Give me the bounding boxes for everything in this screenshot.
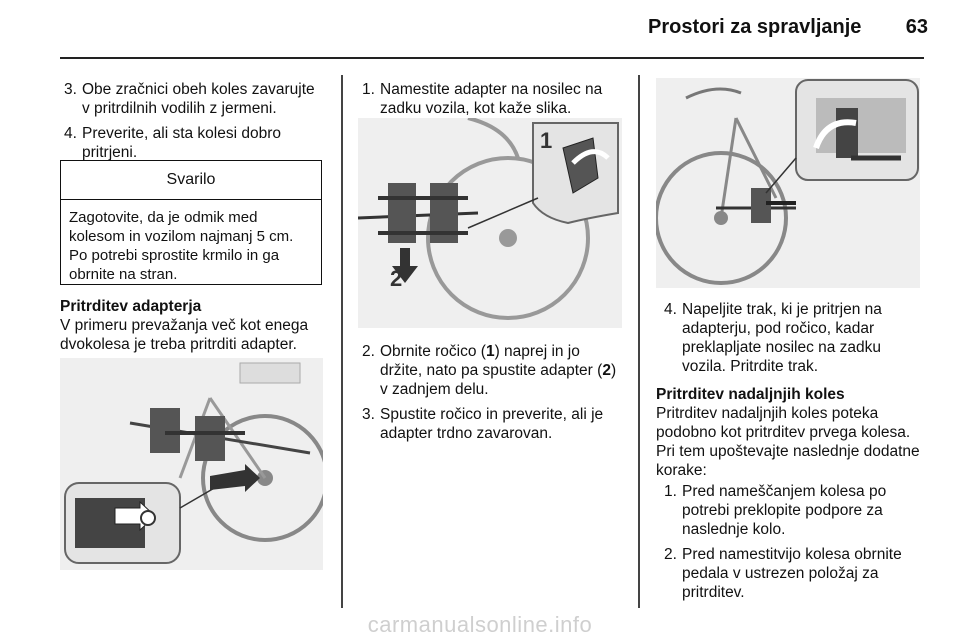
header-divider: [60, 57, 924, 59]
warning-box: [60, 160, 322, 285]
right-column-step4: [660, 300, 920, 376]
left-column-list: [60, 80, 326, 162]
page-title: Prostori za spravljanje: [648, 16, 862, 38]
adapter-mounting-illustration: [358, 118, 622, 328]
figure-callout-2: 2: [390, 266, 403, 291]
warning-title: Svarilo: [61, 161, 321, 200]
adapter-section: [60, 297, 330, 354]
middle-column-step1: [358, 80, 622, 118]
list-item: 2. Pred namestitvijo kolesa obrnite pedala v ustrezen položaj za pritrditev.: [664, 546, 902, 601]
page-number: 63: [905, 16, 928, 38]
section-heading: Pritrditev adapterja: [60, 298, 202, 315]
watermark: carmanualsonline.info: [367, 612, 593, 637]
list-item: 1. Pred nameščanjem kolesa po potrebi preklopite podpore za naslednje kolo.: [664, 483, 887, 538]
bike-strap-illustration: [656, 78, 920, 288]
list-item: 4. Napeljite trak, ki je pritrjen na adapterju, pod ročico, kadar preklapljate nosilec na zadku vozila. Pritrdite trak.: [664, 301, 882, 375]
list-item: 2. Obrnite ročico (1) naprej in jo držite, nato pa spustite adapter (2) v zadnjem delu.: [362, 343, 617, 398]
adapter-illustration: [60, 358, 323, 570]
list-item: 1. Namestite adapter na nosilec na zadku vozila, kot kaže slika.: [362, 81, 603, 117]
section-body: V primeru prevažanja več kot enega dvokolesa je treba pritrditi adapter.: [60, 317, 309, 353]
list-item: 3. Obe zračnici obeh koles zavarujte v pritrdilnih vodilih z jermeni.: [64, 81, 315, 117]
warning-body: Zagotovite, da je odmik med kolesom in vozilom najmanj 5 cm. Po potrebi sprostite krmilo in ga obrnite na stran.: [69, 209, 294, 283]
additional-bikes-steps: [660, 482, 922, 602]
figure-callout-1: 1: [540, 128, 553, 153]
column-divider-right: [638, 75, 640, 608]
column-divider-left: [341, 75, 343, 608]
list-item: 3. Spustite ročico in preverite, ali je adapter trdno zavarovan.: [362, 406, 604, 442]
list-item: 4. Preverite, ali sta kolesi dobro pritrjeni.: [64, 125, 282, 161]
additional-bikes-section: [656, 385, 924, 480]
section-heading: Pritrditev nadaljnjih koles: [656, 386, 845, 403]
middle-column-steps: [358, 342, 622, 443]
section-body: Pritrditev nadaljnjih koles poteka podobno kot pritrditev prvega kolesa. Pri tem upoštevajte naslednje dodatne korake:: [656, 405, 920, 479]
